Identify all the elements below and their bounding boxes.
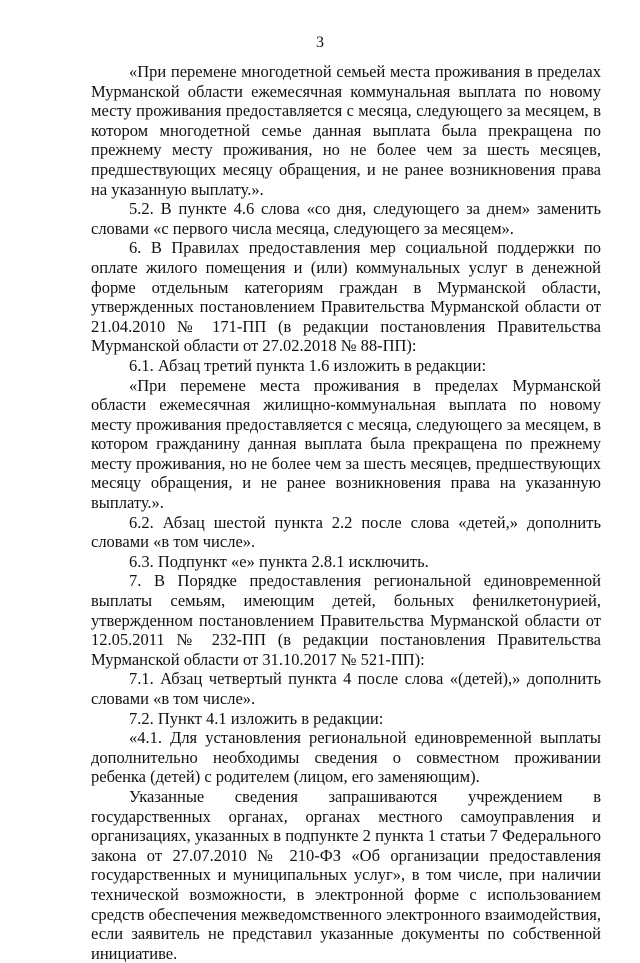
paragraph-7-2: 7.2. Пункт 4.1 изложить в редакции:	[129, 708, 384, 728]
paragraph-7: 7. В Порядке предоставления региональной единовременной выплаты семьям, имеющим детей, больных фенилкетонурией, утвержденном постановлением Правительства Мурманской области от 12.05.2011 № 232-ПП (в редакции постановления Правительства Мурманской области от 31.10.2017 № 521-ПП):	[91, 571, 601, 669]
paragraph-7-1: 7.1. Абзац четвертый пункта 4 после слова «(детей),» дополнить словами «в том числе».	[91, 669, 601, 708]
paragraph-4-1: «4.1. Для установления региональной единовременной выплаты дополнительно необходимы сведения о совместном проживании ребенка (детей) с родителем (лицом, его заменяющим).	[91, 728, 601, 787]
paragraph-6: 6. В Правилах предоставления мер социальной поддержки по оплате жилого помещения и (или) коммунальных услуг в денежной форме отдельным категориям граждан в Мурманской области, утвержденных постановлением Правительства Мурманской области от 21.04.2010 № 171-ПП (в редакции постановления Правительства Мурманской области от 27.02.2018 № 88-ПП):	[91, 238, 601, 356]
paragraph-6-2: 6.2. Абзац шестой пункта 2.2 после слова «детей,» дополнить словами «в том числе».	[91, 512, 601, 552]
paragraph-quote-large-family: «При перемене многодетной семьей места проживания в пределах Мурманской области ежемесячная коммунальная выплата по новому месту проживания предоставляется с месяца, следующего за месяцем, в котором многодетной семье данная выплата была прекращена по прежнему месту проживания, но не более чем за шесть месяцев, предшествующих месяцу обращения, и не ранее возникновения права на указанную выплату.».	[91, 62, 601, 199]
paragraph-quote-residence-change: «При перемене места проживания в пределах Мурманской области ежемесячная жилищно-коммунальная выплата по новому месту проживания предоставляется с месяца, следующего за месяцем, в котором гражданину данная выплата была прекращена по прежнему месту проживания, но не более чем за шесть месяцев, предшествующих месяцу обращения, и не ранее возникновения права на указанную выплату.».	[91, 375, 601, 513]
paragraph-6-1: 6.1. Абзац третий пункта 1.6 изложить в редакции:	[129, 355, 487, 375]
paragraph-5-2: 5.2. В пункте 4.6 слова «со дня, следующего за днем» заменить словами «с первого числа месяца, следующего за месяцем».	[91, 199, 601, 238]
paragraph-6-3: 6.3. Подпункт «е» пункта 2.8.1 исключить.	[129, 551, 429, 571]
paragraph-info-request: Указанные сведения запрашиваются учреждением в государственных органах, органах местного самоуправления и организациях, указанных в подпункте 2 пункта 1 статьи 7 Федерального закона от 27.07.2010 № 210-ФЗ «Об организации предоставления государственных и муниципальных услуг», в том числе, при наличии технической возможности, в электронной форме с использованием средств обеспечения межведомственного электронного взаимодействия, если заявитель не представил указанные документы по собственной инициативе.	[91, 786, 601, 963]
document-body	[91, 62, 601, 963]
page-number: 3	[316, 34, 324, 51]
